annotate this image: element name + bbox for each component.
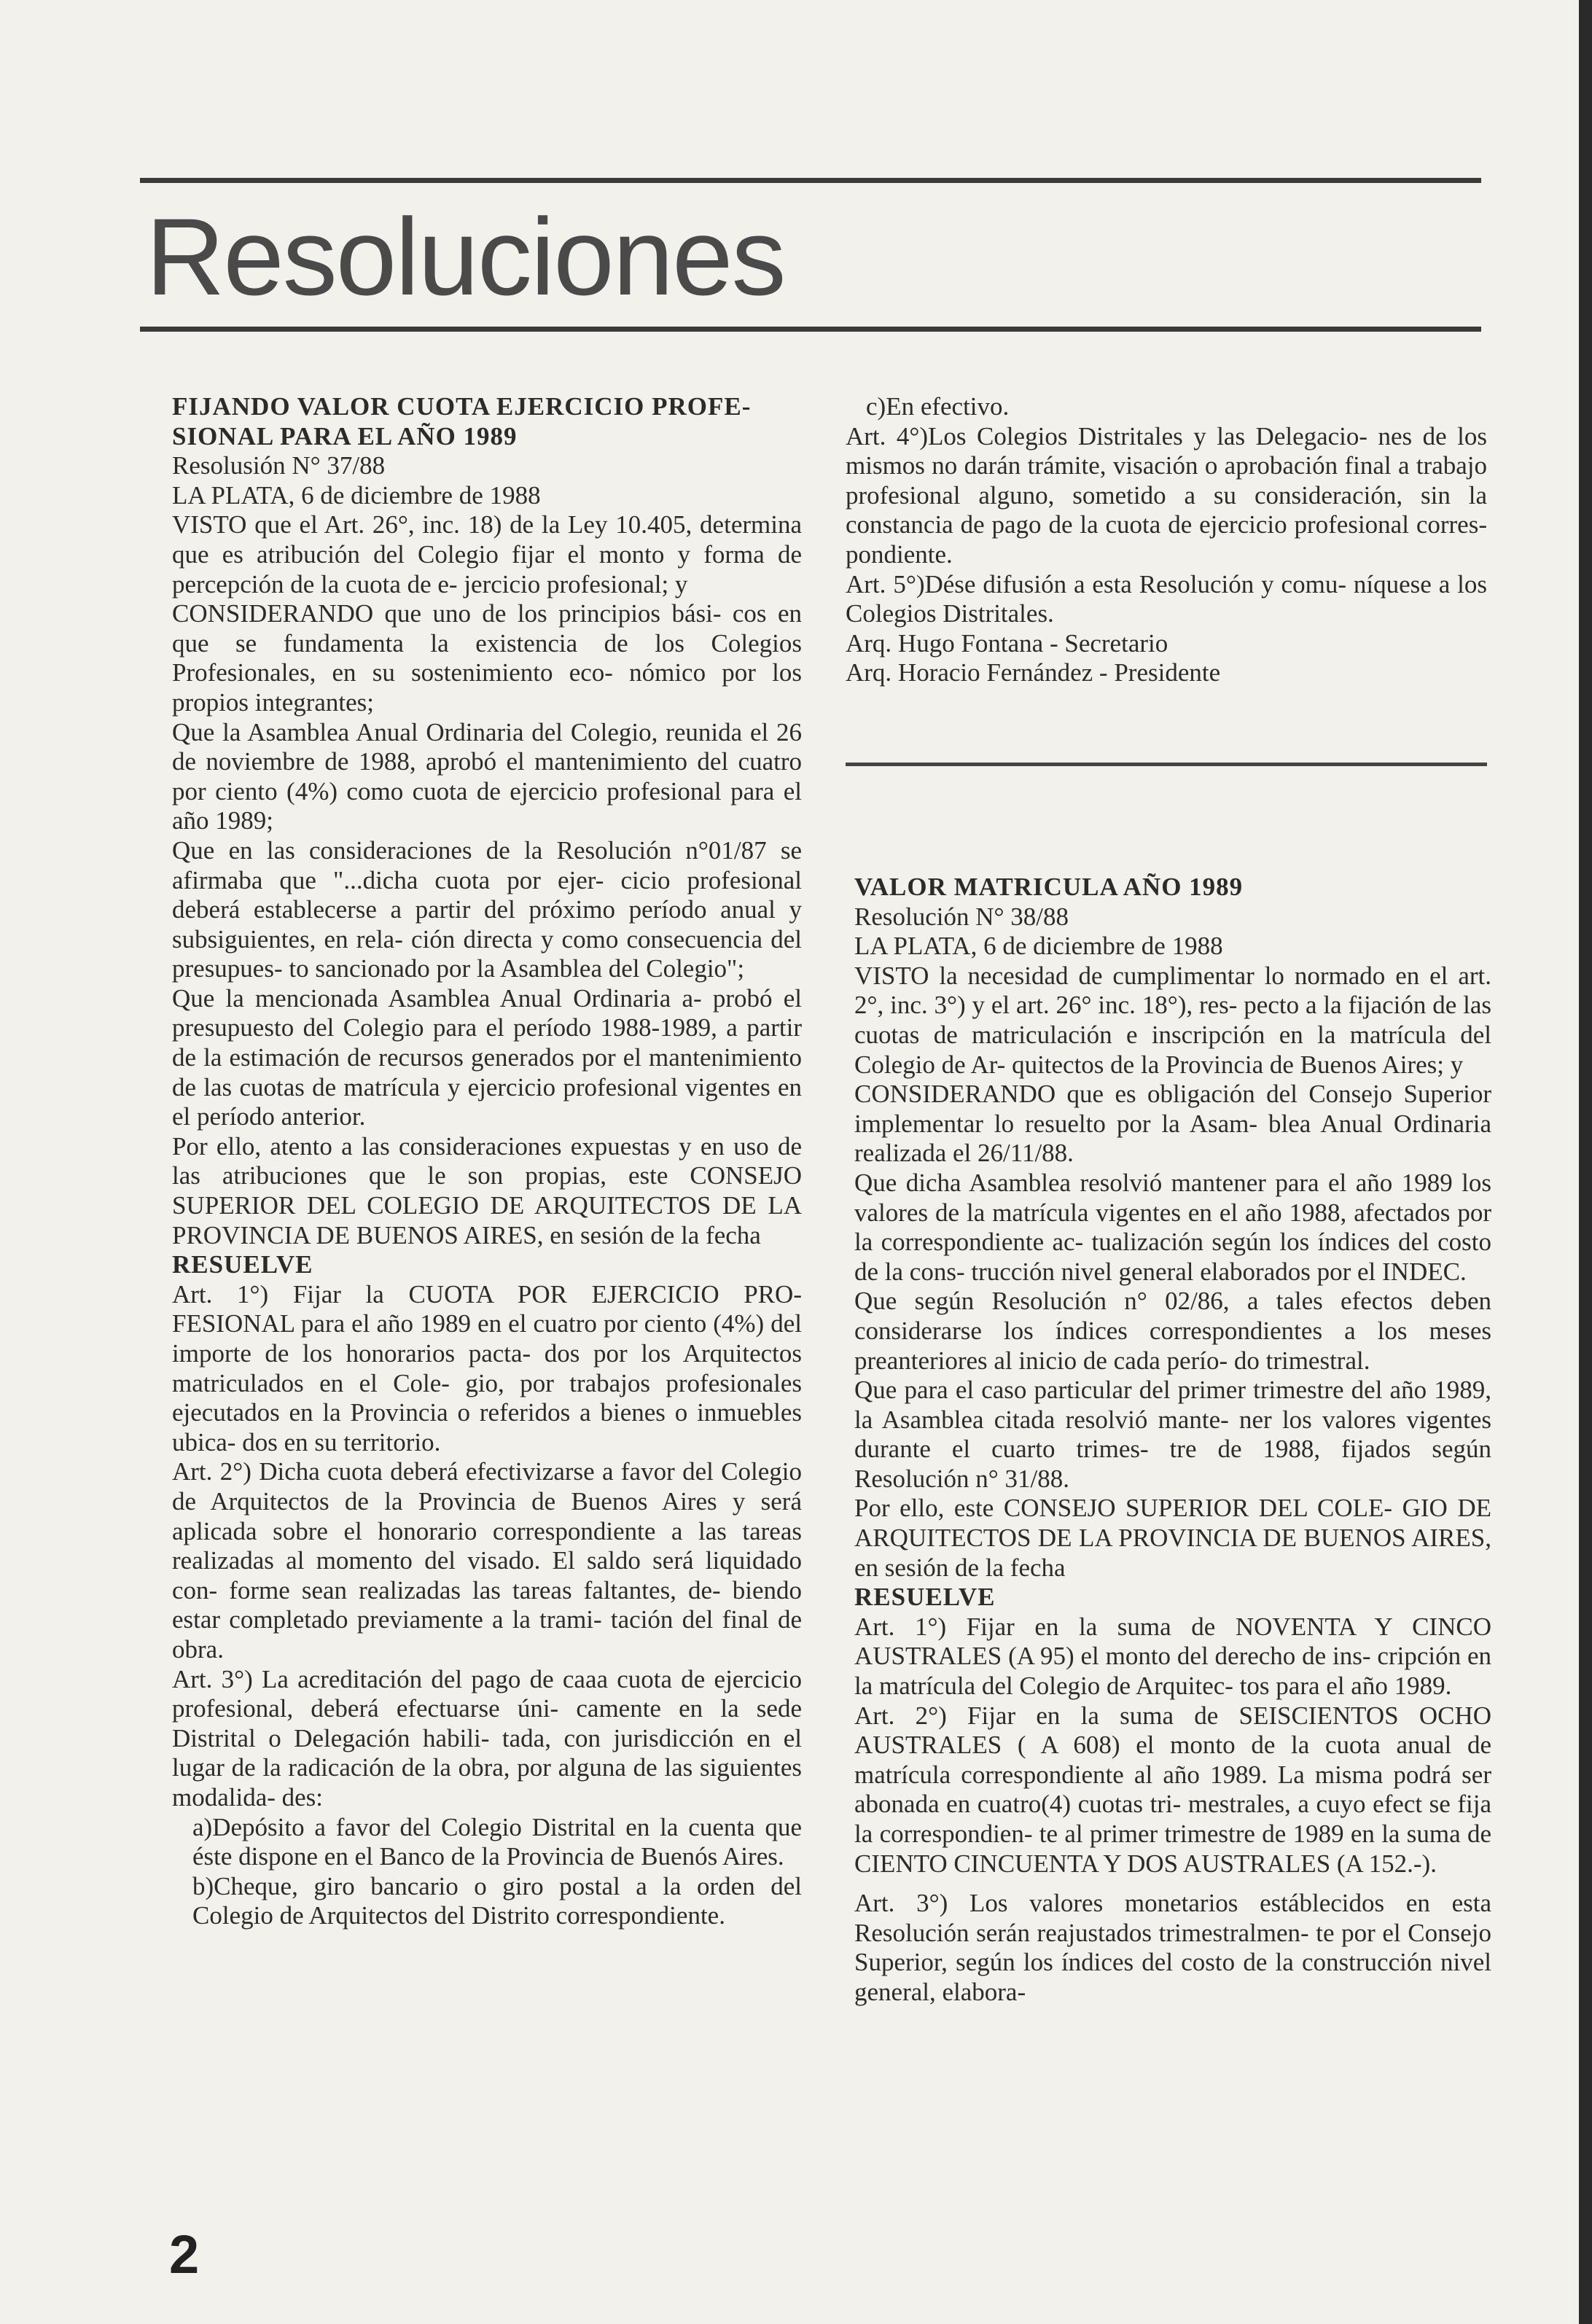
paragraph-asamblea: Que dicha Asamblea resolvió mantener para el año 1989 los valores de la matrícula vigentes en el año 1988, afectados por la correspondiente ac- tualización según los índices del costo de la cons- trucción nivel general elaborados por el INDEC. (854, 1168, 1491, 1286)
option-b: b)Cheque, giro bancario o giro postal a la orden del Colegio de Arquitectos del Distrito correspondiente. (192, 1871, 802, 1930)
resolution-heading-line1: FIJANDO VALOR CUOTA EJERCICIO PROFE- (172, 392, 752, 421)
article-1: Art. 1°) Fijar en la suma de NOVENTA Y CINCO AUSTRALES (A 95) el monto del derecho de ins- cripción en la matrícula del Colegio de Arquitec- tos para el año 1989. (854, 1612, 1491, 1701)
resolution-heading: VALOR MATRICULA AÑO 1989 (854, 873, 1244, 901)
page-edge-shadow (1579, 0, 1592, 2324)
resolution-number: Resolusión N° 37/88 (172, 451, 386, 480)
resolution-37-88-column (172, 392, 802, 1931)
paragraph-por-ello: Por ello, este CONSEJO SUPERIOR DEL COLE- GIO DE ARQUITECTOS DE LA PROVINCIA DE BUENOS AIRES, en sesión de la fecha (854, 1494, 1491, 1582)
paragraph-consideraciones: Que en las consideraciones de la Resolución n°01/87 se afirmaba que "...dicha cuota por ejer- cicio profesional deberá establecerse a partir del próximo período anual y subsiguientes, en rela- ción directa y como consecuencia del presupues- to sancionado por la Asamblea del Colegio"; (172, 835, 802, 983)
article-2: Art. 2°) Fijar en la suma de SEISCIENTOS OCHO AUSTRALES ( A 608) el monto de la cuota anual de matrícula correspondiente al año 1989. La misma podrá ser abonada en cuatro(4) cuotas tri- mestrales, a cuyo efect se fija la correspondien- te al primer trimestre de 1989 en la suma de CIENTO CINCUENTA Y DOS AUSTRALES (A 152.-). (854, 1701, 1491, 1878)
option-a: a)Depósito a favor del Colegio Distrital en la cuenta que éste dispone en el Banco de la Provincia de Buenós Aires. (192, 1812, 802, 1871)
article-3: Art. 3°) Los valores monetarios estáblecidos en esta Resolución serán reajustados trimestralmen- te por el Consejo Superior, según los índices del costo de la construcción nivel general, elabora- (854, 1889, 1491, 2006)
section-divider (846, 763, 1487, 766)
paragraph-resolucion-02-86: Que según Resolución n° 02/86, a tales efectos deben considerarse los índices correspondientes a los meses preanteriores al inicio de cada perío- do trimestral. (854, 1287, 1491, 1375)
article-3: Art. 3°) La acreditación del pago de caaa cuota de ejercicio profesional, deberá efectuarse úni- camente en la sede Distrital o Delegación habili- tada, con jurisdicción en el lugar de la radicación de la obra, por alguna de las siguientes modalida- des: (172, 1664, 802, 1812)
resolution-38-88-column (854, 873, 1491, 2008)
article-4: Art. 4°)Los Colegios Distritales y las Delegacio- nes de los mismos no darán trámite, visación o aprobación final a trabajo profesional alguno, sometido a su consideración, sin la constancia de pago de la cuota de ejercicio profesional corres- pondiente. (846, 421, 1487, 569)
paragraph-asamblea: Que la Asamblea Anual Ordinaria del Colegio, reunida el 26 de noviembre de 1988, aprobó el mantenimiento del cuatro por ciento (4%) como cuota de ejercicio profesional para el año 1989; (172, 717, 802, 835)
resolution-heading-line2: SIONAL PARA EL AÑO 1989 (172, 421, 518, 451)
page-number: 2 (169, 2224, 200, 2285)
section-title: Resoluciones (146, 195, 785, 318)
place-date: LA PLATA, 6 de diciembre de 1988 (854, 932, 1223, 961)
signature-secretario: Arq. Hugo Fontana - Secretario (846, 628, 1168, 658)
header-bottom-rule (140, 327, 1481, 332)
resolution-37-88-continuation (846, 392, 1487, 688)
article-2: Art. 2°) Dicha cuota deberá efectivizarse a favor del Colegio de Arquitectos de la Provincia de Buenos Aires y será aplicada sobre el honorario correspondiente a las tareas realizadas al momento del visado. El saldo será liquidado con- forme sean realizadas las tareas faltantes, de- biendo estar completado previamente a la trami- tación del final de obra. (172, 1457, 802, 1664)
resolution-number: Resolución N° 38/88 (854, 902, 1069, 931)
option-c: c)En efectivo. (866, 392, 1010, 421)
article-1: Art. 1°) Fijar la CUOTA POR EJERCICIO PRO- FESIONAL para el año 1989 en el cuatro por ciento (4%) del importe de los honorarios pacta- dos por los Arquitectos matriculados en el Cole- gio, por trabajos profesionales ejecutados en la Provincia o referidos a bienes o inmuebles ubica- dos en su territorio. (172, 1279, 802, 1457)
place-date: LA PLATA, 6 de diciembre de 1988 (172, 480, 541, 510)
paragraph-primer-trimestre: Que para el caso particular del primer trimestre del año 1989, la Asamblea citada resolvió mante- ner los valores vigentes durante el cuarto trimes- tre de 1988, fijados según Resolución n° 31/88. (854, 1376, 1491, 1493)
paragraph-visto: VISTO la necesidad de cumplimentar lo normado en el art. 2°, inc. 3°) y el art. 26° inc. 18°), res- pecto a la fijación de las cuotas de matriculación e inscripción en la matrícula del Colegio de Ar- quitectos de la Provincia de Buenos Aires; y (854, 961, 1491, 1079)
paragraph-visto: VISTO que el Art. 26°, inc. 18) de la Ley 10.405, determina que es atribución del Colegio fijar el monto y forma de percepción de la cuota de e- jercicio profesional; y (172, 510, 802, 598)
resuelve-label: RESUELVE (854, 1583, 996, 1612)
header-top-rule (140, 178, 1481, 183)
paragraph-por-ello: Por ello, atento a las consideraciones expuestas y en uso de las atribuciones que le son propias, este CONSEJO SUPERIOR DEL COLEGIO DE ARQUITECTOS DE LA PROVINCIA DE BUENOS AIRES, en sesión de la fecha (172, 1131, 802, 1249)
paragraph-presupuesto: Que la mencionada Asamblea Anual Ordinaria a- probó el presupuesto del Colegio para el período 1988-1989, a partir de la estimación de recursos generados por el mantenimiento de las cuotas de matrícula y ejercicio profesional vigentes en el período anterior. (172, 983, 802, 1131)
signature-presidente: Arq. Horacio Fernández - Presidente (846, 658, 1221, 687)
paragraph-considerando: CONSIDERANDO que es obligación del Consejo Superior implementar lo resuelto por la Asam- blea Anual Ordinaria realizada el 26/11/88. (854, 1080, 1491, 1168)
resuelve-label: RESUELVE (172, 1250, 313, 1279)
paragraph-considerando: CONSIDERANDO que uno de los principios bási- cos en que se fundamenta la existencia de los Colegios Profesionales, en su sostenimiento eco- nómico por los propios integrantes; (172, 599, 802, 717)
article-5: Art. 5°)Dése difusión a esta Resolución y comu- níquese a los Colegios Distritales. (846, 569, 1487, 628)
